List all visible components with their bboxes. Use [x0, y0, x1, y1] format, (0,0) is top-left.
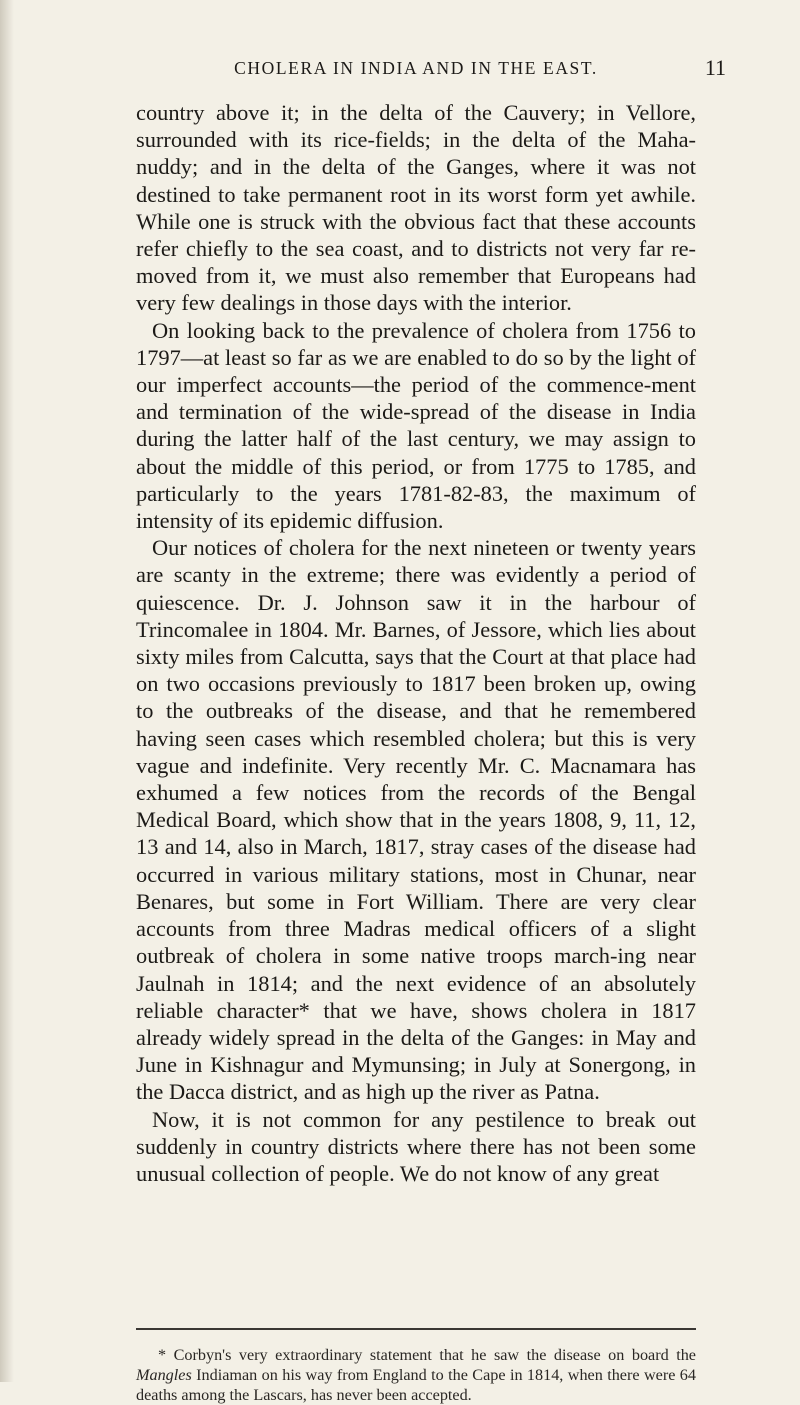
footnote: [136, 1345, 696, 1405]
paragraph-4: Now, it is not common for any pestilence to break out suddenly in country districts where there has not been some unusual collection of people. We do not know of any great: [136, 1106, 696, 1186]
footnote-text-before: * Corbyn's very extraordinary statement that he saw the disease on board the: [158, 1346, 696, 1364]
paragraph-1: country above it; in the delta of the Cauvery; in Vellore, surrounded with its rice-fields; in the delta of the Maha-nuddy; and in the delta of the Ganges, where it was not destined to take permanent root in its worst form yet awhile. While one is struck with the obvious fact that these accounts refer chiefly to the sea coast, and to districts not very far re-moved from it, we must also remember that Europeans had very few dealings in those days with the interior.: [136, 100, 696, 316]
page-edge-shadow: [0, 0, 14, 1382]
body-text: [136, 99, 696, 1187]
footnote-ship-name: Mangles: [136, 1366, 192, 1384]
footnote-text-after: Indiaman on his way from England to the Cape in 1814, when there were 64 deaths among the Lascars, has never been accepted.: [136, 1366, 696, 1404]
page-number: 11: [704, 55, 726, 80]
footnote-rule: [136, 1328, 696, 1330]
page-header: [136, 55, 726, 88]
paragraph-2: On looking back to the prevalence of cholera from 1756 to 1797—at least so far as we are enabled to do so by the light of our imperfect accounts—the period of the commence-ment and termination of the wide-spread of the disease in India during the latter half of the last century, we may assign to about the middle of this period, or from 1775 to 1785, and particularly to the years 1781-82-83, the maximum of intensity of its epidemic diffusion.: [136, 317, 696, 534]
paragraph-3: Our notices of cholera for the next nineteen or twenty years are scanty in the extreme; there was evidently a period of quiescence. Dr. J. Johnson saw it in the harbour of Trincomalee in 1804. Mr. Barnes, of Jessore, which lies about sixty miles from Calcutta, says that the Court at that place had on two occasions previously to 1817 been broken up, owing to the outbreaks of the disease, and that he remembered having seen cases which resembled cholera; but this is very vague and indefinite. Very recently Mr. C. Macnamara has exhumed a few notices from the records of the Bengal Medical Board, which show that in the years 1808, 9, 11, 12, 13 and 14, also in March, 1817, stray cases of the disease had occurred in various military stations, most in Chunar, near Benares, but some in Fort William. There are very clear accounts from three Madras medical officers of a slight outbreak of cholera in some native troops march-ing near Jaulnah in 1814; and the next evidence of an absolutely reliable character* that we have, shows cholera in 1817 already widely spread in the delta of the Ganges: in May and June in Kishnagur and Mymunsing; in July at Sonergong, in the Dacca district, and as high up the river as Patna.: [136, 535, 696, 1105]
running-head: CHOLERA IN INDIA AND IN THE EAST.: [234, 58, 598, 78]
